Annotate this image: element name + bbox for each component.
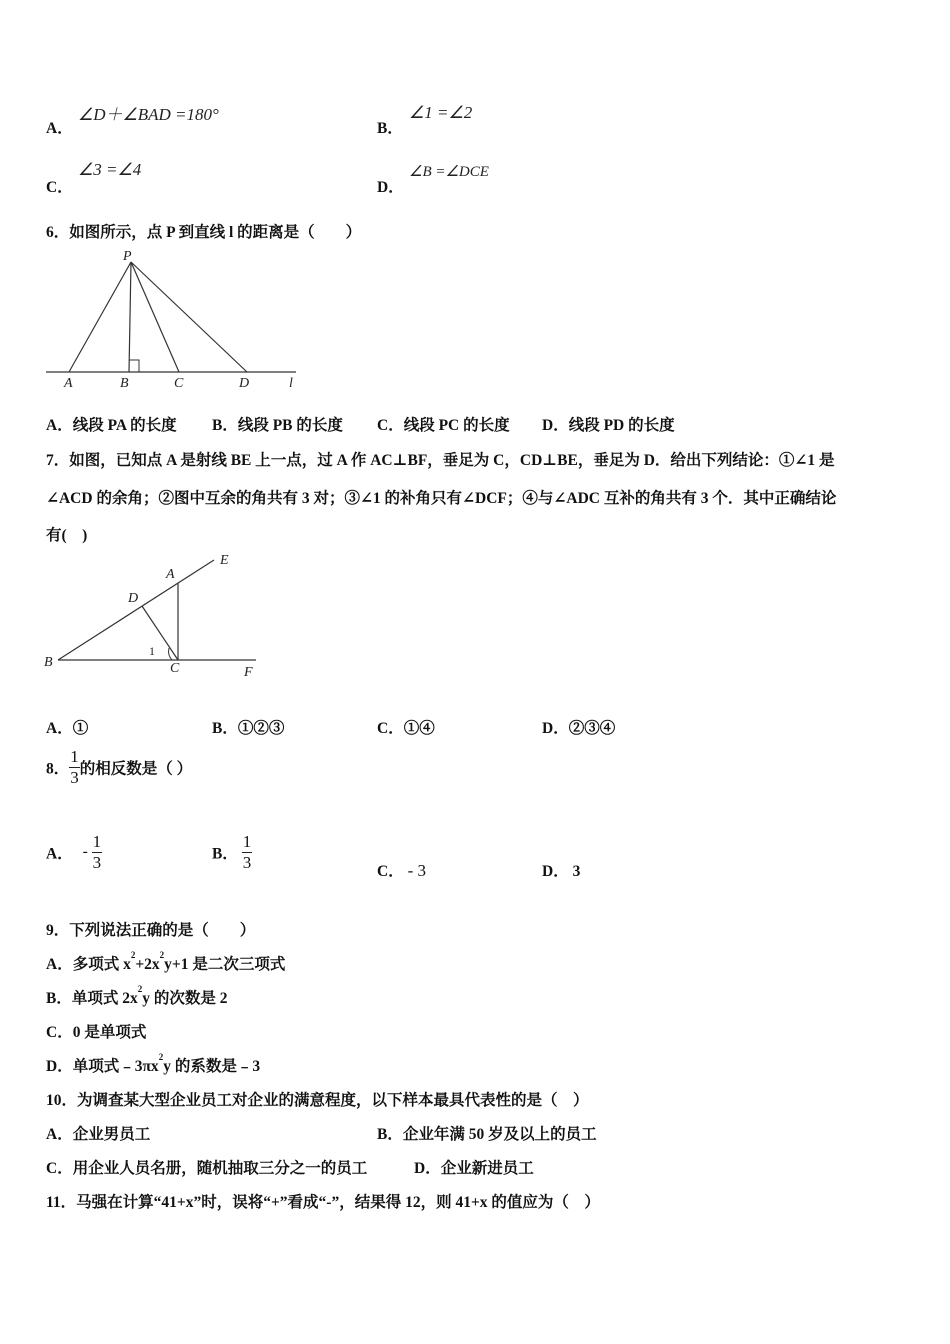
- q5-option-c-label: C．: [46, 179, 73, 196]
- q8-fraction: [69, 748, 80, 787]
- q6-label-p: P: [123, 249, 132, 264]
- q6-option-c: C．线段 PC 的长度: [377, 417, 510, 434]
- q9-stem: 9．下列说法正确的是（ ）: [46, 922, 256, 939]
- q8-option-a-sign: -: [82, 843, 88, 861]
- q8-fraction-numerator: 1: [70, 747, 79, 766]
- q7-stem-line-3: 有( ): [46, 527, 88, 544]
- q9-option-a-exponent-2: 2: [159, 950, 165, 960]
- q5-option-d-label: D．: [377, 179, 404, 196]
- q8-option-d-label: D．: [542, 863, 569, 880]
- q9-option-a-text-3: y+1 是二次三项式: [164, 956, 286, 973]
- q6-label-a: A: [64, 376, 73, 391]
- q5-option-a-formula: ∠D＋∠BAD =180°: [78, 105, 219, 124]
- q9-option-a-text-2: +2x: [135, 956, 160, 973]
- q6-option-d: D．线段 PD 的长度: [542, 417, 675, 434]
- q9-option-d-text-2: y 的系数是﹣3: [163, 1058, 261, 1075]
- q8-fraction-denominator: 3: [70, 767, 79, 787]
- q7-option-c: C．①④: [377, 720, 435, 737]
- q6-option-a: A．线段 PA 的长度: [46, 417, 177, 434]
- q9-option-b-text-2: y 的次数是 2: [142, 990, 228, 1007]
- q9-option-b-text-1: B．单项式 2x: [46, 990, 138, 1007]
- q6-label-d: D: [239, 376, 250, 391]
- q8-option-d: [542, 859, 580, 881]
- q10-stem: 10．为调查某大型企业员工对企业的满意程度，以下样本最具代表性的是（ ）: [46, 1092, 589, 1109]
- q8-option-a-numerator: 1: [92, 832, 102, 851]
- q9-option-a-text-1: A．多项式 x: [46, 956, 131, 973]
- q9-option-d-text-1: D．单项式﹣3πx: [46, 1058, 159, 1075]
- q8-option-a-label: A．: [46, 845, 73, 863]
- q9-option-b-exponent: 2: [137, 984, 143, 994]
- q5-option-a-label: A．: [46, 120, 73, 137]
- q7-label-d: D: [128, 591, 139, 606]
- q7-label-a: A: [166, 567, 175, 582]
- q8-stem-suffix: 的相反数是（ ）: [79, 760, 193, 778]
- q7-stem-line-1: 7．如图，已知点 A 是射线 BE 上一点，过 A 作 AC⊥BF，垂足为 C，CD⊥BE，垂足为 D．给出下列结论：①∠1 是: [46, 452, 835, 469]
- q9-option-d-exponent: 2: [158, 1052, 164, 1062]
- q7-option-d: D．②③④: [542, 720, 616, 737]
- q9-option-a: [46, 952, 285, 974]
- q8-stem: [46, 748, 192, 787]
- q7-label-angle-1: 1: [149, 644, 155, 658]
- q7-stem-line-2: ∠ACD 的余角；②图中互余的角共有 3 对；③∠1 的补角只有∠DCF；④与∠ADC 互补的角共有 3 个．其中正确结论: [46, 490, 837, 507]
- q10-option-b: B．企业年满 50 岁及以上的员工: [377, 1126, 597, 1143]
- q8-option-b-label: B．: [212, 845, 238, 863]
- q8-option-d-value: 3: [572, 863, 581, 880]
- q8-option-b-denominator: 3: [242, 852, 252, 872]
- q8-option-c-value: - 3: [407, 861, 426, 880]
- q8-option-c-label: C．: [377, 863, 404, 880]
- q8-option-a-denominator: 3: [92, 852, 102, 872]
- q5-option-c-formula: ∠3 =∠4: [78, 160, 142, 179]
- q7-figure: [42, 548, 267, 686]
- q8-option-a: [46, 833, 102, 872]
- q9-option-d: [46, 1054, 260, 1076]
- q7-label-c: C: [170, 661, 180, 676]
- q10-option-a: A．企业男员工: [46, 1126, 151, 1143]
- q6-label-b: B: [120, 376, 129, 391]
- q5-option-b-label: B．: [377, 120, 403, 137]
- q10-option-d: D．企业新进员工: [414, 1160, 534, 1177]
- q5-option-d-formula: ∠B =∠DCE: [409, 164, 489, 180]
- q8-option-b: [212, 833, 252, 872]
- q10-option-c: C．用企业人员名册，随机抽取三分之一的员工: [46, 1160, 368, 1177]
- q9-option-b: [46, 986, 227, 1008]
- q8-option-a-fraction: [92, 833, 103, 872]
- q7-option-a: A．①: [46, 720, 89, 737]
- q7-label-e: E: [220, 553, 229, 568]
- q9-option-c: C．0 是单项式: [46, 1024, 147, 1041]
- q8-option-b-fraction: [242, 833, 253, 872]
- q7-label-f: F: [244, 665, 253, 680]
- q8-option-c: [377, 859, 426, 881]
- q9-option-a-exponent-1: 2: [130, 950, 136, 960]
- q11-stem: 11．马强在计算“41+x”时，误将“+”看成“-”，结果得 12，则 41+x 的值应为（ ）: [46, 1194, 600, 1211]
- q6-figure: [44, 248, 304, 394]
- q6-label-c: C: [174, 376, 184, 391]
- q6-stem: 6．如图所示，点 P 到直线 l 的距离是（ ）: [46, 224, 362, 241]
- q6-label-l: l: [289, 376, 293, 391]
- q7-option-b: B．①②③: [212, 720, 285, 737]
- q6-option-b: B．线段 PB 的长度: [212, 417, 343, 434]
- q7-label-b: B: [44, 655, 53, 670]
- q8-option-b-numerator: 1: [242, 832, 252, 851]
- q8-number: 8．: [46, 760, 70, 778]
- q5-option-b-formula: ∠1 =∠2: [409, 103, 473, 122]
